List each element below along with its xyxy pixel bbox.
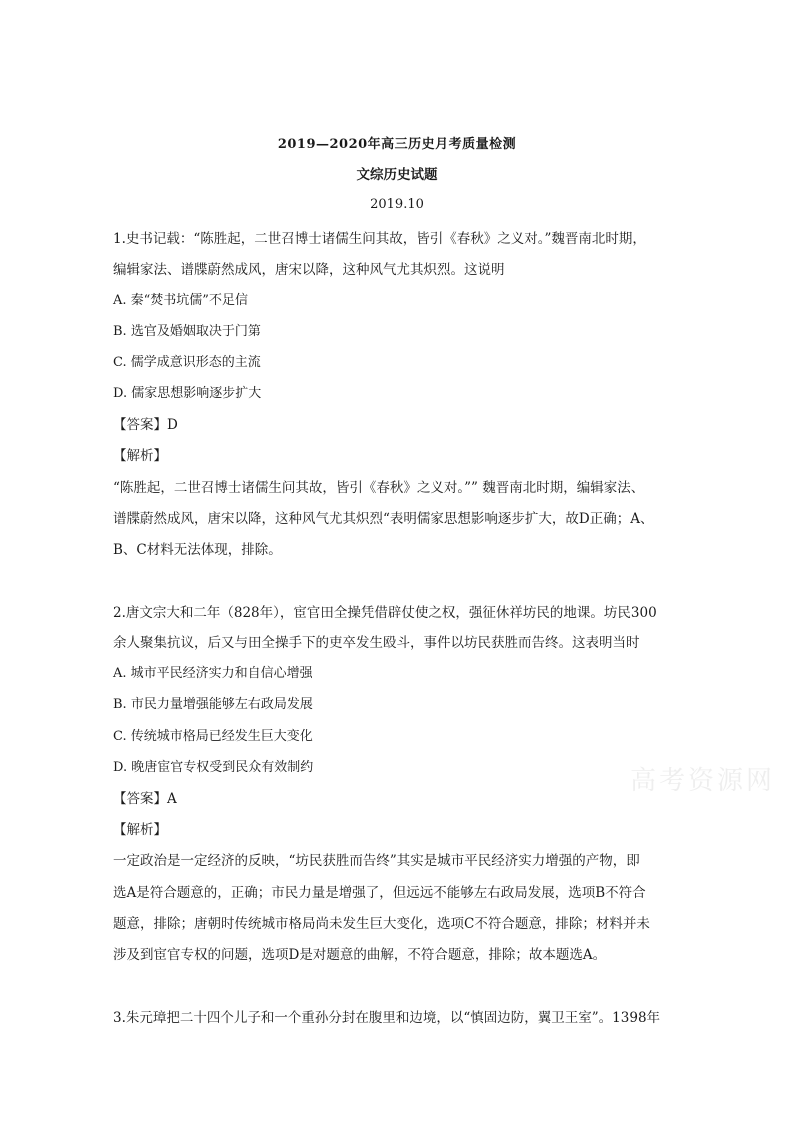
q2-option-c: C. 传统城市格局已经发生巨大变化 — [113, 729, 313, 744]
q2-option-a: A. 城市平民经济实力和自信心增强 — [113, 666, 313, 681]
q2-analysis-line3: 题意，排除；唐朝时传统城市格局尚未发生巨大变化，选项C不符合题意，排除；材料并未 — [113, 916, 650, 932]
q1-stem-line2: 编辑家法、谱牒蔚然成风，唐宋以降，这种风气尤其炽烈。这说明 — [113, 262, 505, 278]
q2-analysis-line1: 一定政治是一定经济的反映，“坊民获胜而告终”其实是城市平民经济实力增强的产物，即 — [113, 853, 640, 869]
watermark: 高考资源网 — [630, 766, 776, 796]
q2-analysis-label: 【解析】 — [113, 822, 167, 838]
q1-analysis-label: 【解析】 — [113, 448, 167, 464]
exam-title: 2019—2020年高三历史月考质量检测 — [277, 137, 517, 152]
q1-stem-line1: 1.史书记载：“陈胜起，二世召博士诸儒生问其故，皆引《春秋》之义对。”魏晋南北时期， — [113, 231, 646, 247]
q1-option-d: D. 儒家思想影响逐步扩大 — [113, 386, 262, 401]
q1-option-b: B. 选官及婚姻取决于门第 — [113, 324, 261, 339]
q3-stem-line1: 3.朱元璋把二十四个儿子和一个重孙分封在腹里和边境，以“慎固边防，翼卫王室”。1398年 — [113, 1010, 661, 1026]
q1-option-a: A. 秦“焚书坑儒”不足信 — [113, 293, 248, 308]
q1-analysis-line1: “陈胜起，二世召博士诸儒生问其故，皆引《春秋》之义对。”” 魏晋南北时期，编辑家法、 — [113, 480, 645, 496]
q2-stem-line1: 2.唐文宗大和二年（828年），宦官田全操凭借辟仗使之权，强征休祥坊民的地课。坊民300 — [113, 605, 657, 621]
q1-answer: 【答案】D — [113, 417, 178, 433]
q2-answer: 【答案】A — [113, 791, 177, 807]
q2-stem-line2: 余人聚集抗议，后又与田全操手下的吏卒发生殴斗，事件以坊民获胜而告终。这表明当时 — [113, 635, 640, 651]
exam-subtitle: 文综历史试题 — [356, 167, 438, 183]
q2-option-b: B. 市民力量增强能够左右政局发展 — [113, 697, 313, 712]
q1-analysis-line2: 谱牒蔚然成风，唐宋以降，这种风气尤其炽烈“表明儒家思想影响逐步扩大，故D正确；A、 — [113, 511, 654, 527]
q2-option-d: D. 晚唐宦官专权受到民众有效制约 — [113, 760, 314, 775]
exam-date: 2019.10 — [370, 197, 424, 212]
q1-option-c: C. 儒学成意识形态的主流 — [113, 355, 261, 370]
q1-analysis-line3: B、C材料无法体现，排除。 — [113, 542, 282, 558]
q2-analysis-line2: 选A是符合题意的，正确；市民力量是增强了，但远远不能够左右政局发展，选项B不符合 — [113, 885, 646, 901]
q2-analysis-line4: 涉及到宦官专权的问题，选项D是对题意的曲解，不符合题意，排除；故本题选A。 — [113, 947, 607, 963]
